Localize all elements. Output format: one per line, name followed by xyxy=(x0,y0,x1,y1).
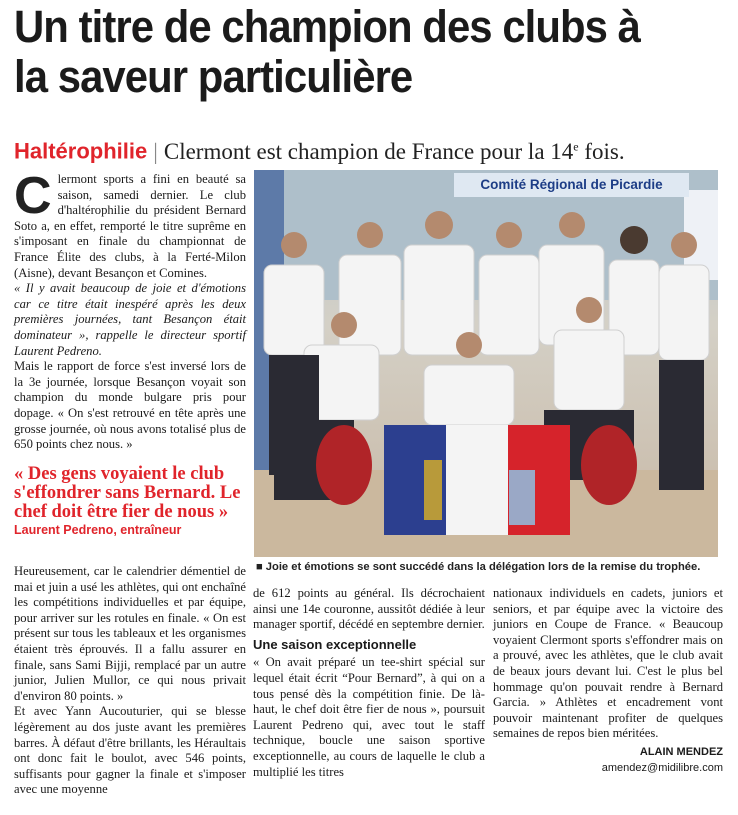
column-3 xyxy=(493,586,723,776)
category-label: Haltérophilie xyxy=(14,138,148,164)
team-photo-illustration xyxy=(254,170,718,557)
paragraph: nationaux individuels en cadets, juniors et seniors, et par équipe avec la victoire des juniors en Coupe de France. « Beaucoup voyaient Clermont sports s'effondrer mais on a prouvé, avec les athlètes, que le club avait de beaux jours devant lui. C'est le plus bel hommage qu'on pouvait rendre à Bernard Garcia. » Athlètes et encadrement vont pouvoir maintenant profiter de quelques semaines de repos bien méritées. xyxy=(493,586,723,741)
caption-marker: ■ xyxy=(256,561,263,573)
pull-quote xyxy=(14,465,246,537)
paragraph: Et avec Yann Aucouturier, qui se blesse légèrement au dos juste avant les premières barres. À défaut d'être brillants, les Héraultais ont donc fait le boulot, avec 546 points, suffisants pour gagner la finale et s'imposer avec une moyenne xyxy=(14,704,246,797)
paragraph: « On avait préparé un tee-shirt spécial sur lequel était écrit “Pour Bernard”, à qui on a tous pensé dès la compétition finie. De là-haut, le chef doit être fier de nous », poursuit Laurent Pedreno qui, avec tout le staff technique, boucle une saison sportive exceptionnelle, au cours de laquelle le club a multiplié les titres xyxy=(253,655,485,779)
paragraph: « Il y avait beaucoup de joie et d'émotions car ce titre était inespéré après les deux premières journées, tant Besançon était dominateur », rappelle le directeur sportif Laurent Pedreno. xyxy=(14,281,246,358)
paragraph: lermont sports a fini en beauté sa saison, samedi dernier. Le club d'haltérophilie du président Bernard Soto a, en effet, remporté le titre suprême en s'imposant en finale du championnat de France Élite des clubs, à la Ferté-Milon (Aisne), devant Besançon et Comines. xyxy=(14,172,246,280)
column-1-bottom xyxy=(14,564,246,798)
pull-quote-text: « Des gens voyaient le club s'effondrer sans Bernard. Le chef doit être fier de nous » xyxy=(14,464,241,522)
paragraph: Heureusement, car le calendrier démentiel de mai et juin a usé les athlètes, qui ont enchaîné les compétitions individuelles et par équipe, pour arriver sur les rotules en finale. « On est présent sur tous les tableaux et les organismes étaient très éprouvés. Il a fallu assurer en finale, sans Sami Bijji, remplacé par un autre junior, Julien Mullor, ce qui nous privait d'environ 80 points. » xyxy=(14,564,246,703)
paragraph: Mais le rapport de force s'est inversé lors de la 3e journée, lorsque Besançon voyait son champion du monde bulgare pris pour dopage. « On s'est retrouvé en tête après une grosse journée, où nous avons totalisé plus de 650 points chez nous. » xyxy=(14,359,246,452)
column-1 xyxy=(14,167,246,453)
headline: Un titre de champion des clubs à la saveur particulière xyxy=(14,1,641,102)
rubric xyxy=(14,131,726,167)
column-2 xyxy=(253,586,485,780)
section-title: Une saison exceptionnelle xyxy=(253,636,417,652)
photo-caption: ■ Joie et émotions se sont succédé dans la délégation lors de la remise du trophée. xyxy=(256,561,701,573)
pull-quote-author: Laurent Pedreno, entraîneur xyxy=(14,523,182,537)
dropcap: C xyxy=(14,167,52,225)
rubric-separator: | xyxy=(153,138,158,164)
team-photo xyxy=(254,170,718,557)
author-email[interactable]: amendez@midilibre.com xyxy=(601,761,723,774)
photo-banner: Comité Régional de Picardie xyxy=(454,173,689,197)
author-signature: ALAIN MENDEZ xyxy=(639,745,723,758)
paragraph: de 612 points au général. Ils décrochaient ainsi une 14e couronne, aussitôt dédiée à leur manager sportif, décédé en septembre dernier. xyxy=(253,586,485,632)
subtitle: Clermont est champion de France pour la 14e fois. xyxy=(163,138,625,164)
